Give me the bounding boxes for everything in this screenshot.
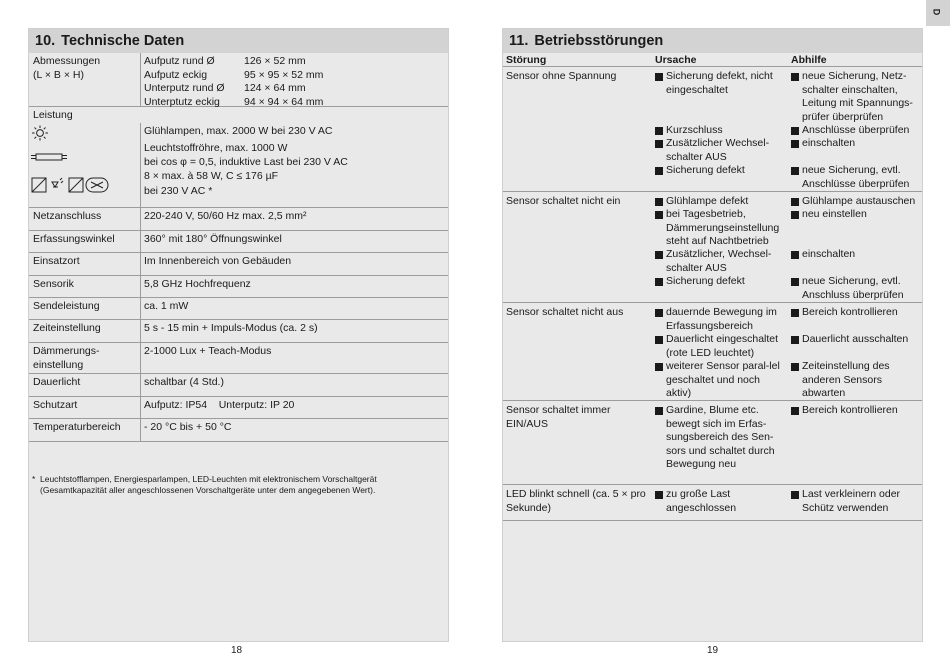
- bullet-square-icon: [655, 140, 663, 148]
- power-incandescent: Glühlampen, max. 2000 W bei 230 V AC: [144, 125, 333, 137]
- spec-label: Sendeleistung: [33, 300, 100, 312]
- bullet-square-icon: [791, 309, 799, 317]
- remedy-item: neu einstellen: [791, 208, 921, 222]
- dimension-item: Aufputz eckig 95 × 95 × 52 mm: [144, 68, 324, 81]
- dimensions-list: [144, 55, 323, 109]
- column-header-ursache: Ursache: [655, 54, 697, 66]
- remedy-item: Zeiteinstellung des anderen Sensors abwarten: [791, 360, 921, 401]
- fault-description: LED blinkt schnell (ca. 5 × pro Sekunde): [506, 488, 646, 514]
- spec-row: [29, 397, 448, 419]
- spec-value: 2-1000 Lux + Teach-Modus: [144, 345, 272, 357]
- bullet-square-icon: [655, 407, 663, 415]
- bullet-square-icon: [655, 491, 663, 499]
- spec-value: ca. 1 mW: [144, 300, 189, 312]
- section-title-betriebsstoerungen: [503, 29, 922, 53]
- spec-value: schaltbar (4 Std.): [144, 376, 224, 388]
- dimensions-row: [29, 53, 448, 107]
- bullet-square-icon: [791, 363, 799, 371]
- spec-value: Aufputz: IP54 Unterputz: IP 20: [144, 399, 295, 411]
- remedy-item: einschalten: [791, 137, 921, 151]
- dimension-item: Unterputz rund Ø 124 × 64 mm: [144, 82, 306, 94]
- section-number: 11.: [509, 33, 529, 49]
- fault-description: Sensor schaltet immer EIN/AUS: [506, 404, 611, 430]
- bullet-square-icon: [655, 167, 663, 175]
- remedy-item: Dauerlicht ausschalten: [791, 333, 921, 347]
- fault-description: Sensor ohne Spannung: [506, 70, 617, 82]
- spec-row: [29, 208, 448, 231]
- remedy-item: Last verkleinern oder Schütz verwenden: [791, 488, 921, 515]
- remedy-item: neue Sicherung, Netz-schalter einschalten, Leitung mit Spannungs-prüfer überprüfen: [791, 70, 921, 124]
- power-fluorescent-cos: bei cos φ = 0,5, induktive Last bei 230 V AC: [144, 156, 348, 168]
- bullet-square-icon: [791, 278, 799, 286]
- spec-row: [29, 320, 448, 343]
- cause-item: bei Tagesbetrieb, Dämmerungseinstellung steht auf Nachtbetrieb: [655, 208, 787, 249]
- page-number: 18: [231, 645, 243, 656]
- spec-value: 220-240 V, 50/60 Hz max. 2,5 mm²: [144, 210, 307, 222]
- spec-value: 5,8 GHz Hochfrequenz: [144, 278, 251, 290]
- footnote-mark: *: [32, 474, 36, 484]
- spec-row: [29, 231, 448, 253]
- cause-item: Sicherung defekt: [655, 275, 787, 289]
- page-betriebsstoerungen: [502, 28, 923, 642]
- section-title: Betriebsstörungen: [534, 33, 664, 49]
- bullet-square-icon: [791, 211, 799, 219]
- bullet-square-icon: [655, 211, 663, 219]
- electronic-ballast-icon: [31, 176, 111, 199]
- incandescent-lamp-icon: [31, 125, 49, 146]
- spec-value: Im Innenbereich von Gebäuden: [144, 255, 292, 267]
- spec-label: Temperaturbereich: [33, 421, 121, 433]
- fault-group: [503, 485, 922, 521]
- remedy-item: Bereich kontrollieren: [791, 306, 921, 320]
- cause-item: Zusätzlicher Wechsel-schalter AUS: [655, 137, 787, 164]
- spec-row: [29, 298, 448, 320]
- bullet-square-icon: [791, 73, 799, 81]
- cause-item: Sicherung defekt: [655, 164, 787, 178]
- bullet-square-icon: [655, 363, 663, 371]
- spec-row: [29, 419, 448, 442]
- spec-value: 5 s - 15 min + Impuls-Modus (ca. 2 s): [144, 322, 318, 334]
- section-title: Technische Daten: [61, 33, 185, 49]
- remedy-item: Bereich kontrollieren: [791, 404, 921, 418]
- spec-row: [29, 343, 448, 374]
- bullet-square-icon: [791, 198, 799, 206]
- spec-label: Dauerlicht: [33, 376, 81, 388]
- spec-label: Zeiteinstellung: [33, 322, 101, 334]
- fluorescent-tube-icon: [31, 151, 67, 168]
- footnote-line: Leuchtstofflampen, Energiesparlampen, LED-Leuchten mit elektronischem Vorschaltgerät: [40, 474, 377, 484]
- cause-item: dauernde Bewegung im Erfassungsbereich: [655, 306, 787, 333]
- bullet-square-icon: [655, 127, 663, 135]
- bullet-square-icon: [655, 73, 663, 81]
- cause-item: weiterer Sensor paral-lel geschaltet und noch aktiv): [655, 360, 787, 401]
- remedy-item: neue Sicherung, evtl. Anschluss überprüfen: [791, 275, 921, 302]
- spec-row: [29, 374, 448, 397]
- cause-item: Glühlampe defekt: [655, 195, 787, 209]
- dimensions-label: Abmessungen: [33, 55, 101, 67]
- spec-label: Dämmerungs-einstellung: [33, 345, 100, 371]
- section-title-technische-daten: [29, 29, 448, 53]
- fault-group: [503, 401, 922, 485]
- footnote-line: (Gesamtkapazität aller angeschlossenen Vorschaltgeräte unter dem angegebenen Wert).: [40, 485, 376, 495]
- spec-row: [29, 276, 448, 298]
- power-row: [29, 107, 448, 208]
- page-number: 19: [707, 645, 719, 656]
- remedy-item: einschalten: [791, 248, 921, 262]
- spec-label: Sensorik: [33, 278, 74, 290]
- power-fluorescent: Leuchtstoffröhre, max. 1000 W: [144, 142, 288, 154]
- bullet-square-icon: [655, 309, 663, 317]
- spec-label: Schutzart: [33, 399, 78, 411]
- dimension-item: Unterptutz eckig 94 × 94 × 64 mm: [144, 95, 324, 108]
- spec-row: [29, 253, 448, 276]
- bullet-square-icon: [791, 336, 799, 344]
- cause-item: Zusätzlicher, Wechsel-schalter AUS: [655, 248, 787, 275]
- remedy-item: neue Sicherung, evtl. Anschlüsse überprüfen: [791, 164, 921, 191]
- fault-description: Sensor schaltet nicht ein: [506, 195, 621, 207]
- language-tab: [926, 0, 950, 26]
- cause-item: Sicherung defekt, nicht eingeschaltet: [655, 70, 787, 97]
- fault-group: [503, 192, 922, 303]
- bullet-square-icon: [655, 336, 663, 344]
- cause-item: zu große Last angeschlossen: [655, 488, 787, 515]
- table-header: [503, 53, 922, 67]
- dimension-item: Aufputz rund Ø 126 × 52 mm: [144, 55, 306, 67]
- bullet-square-icon: [655, 251, 663, 259]
- column-header-stoerung: Störung: [506, 54, 547, 66]
- spec-value: 360° mit 180° Öffnungswinkel: [144, 233, 282, 245]
- spec-label: Erfassungswinkel: [33, 233, 115, 245]
- spec-label: Netzanschluss: [33, 210, 102, 222]
- bullet-square-icon: [791, 167, 799, 175]
- language-tab-label: D: [931, 8, 942, 16]
- power-esl-led: 8 × max. à 58 W, C ≤ 176 µF: [144, 170, 279, 182]
- power-label: Leistung: [33, 109, 73, 121]
- cause-item: Dauerlicht eingeschaltet (rote LED leuchtet): [655, 333, 787, 360]
- page-technische-daten: [28, 28, 449, 642]
- bullet-square-icon: [655, 198, 663, 206]
- remedy-item: Glühlampe austauschen: [791, 195, 921, 209]
- dimensions-sublabel: (L × B × H): [33, 68, 84, 81]
- footnote: [32, 474, 442, 496]
- cause-item: Gardine, Blume etc. bewegt sich im Erfas-sungsbereich des Sen-sors und schaltet durch Bewegung neu: [655, 404, 787, 472]
- bullet-square-icon: [791, 407, 799, 415]
- bullet-square-icon: [655, 278, 663, 286]
- remedy-item: Anschlüsse überprüfen: [791, 124, 921, 138]
- section-number: 10.: [35, 33, 56, 49]
- fault-group: [503, 303, 922, 401]
- cause-item: Kurzschluss: [655, 124, 787, 138]
- power-esl-led-voltage: bei 230 V AC *: [144, 185, 213, 197]
- fault-description: Sensor schaltet nicht aus: [506, 306, 624, 318]
- bullet-square-icon: [791, 491, 799, 499]
- fault-group: [503, 67, 922, 192]
- spec-label: Einsatzort: [33, 255, 80, 267]
- bullet-square-icon: [791, 127, 799, 135]
- bullet-square-icon: [791, 140, 799, 148]
- column-header-abhilfe: Abhilfe: [791, 54, 827, 66]
- bullet-square-icon: [791, 251, 799, 259]
- spec-value: - 20 °C bis + 50 °C: [144, 421, 232, 433]
